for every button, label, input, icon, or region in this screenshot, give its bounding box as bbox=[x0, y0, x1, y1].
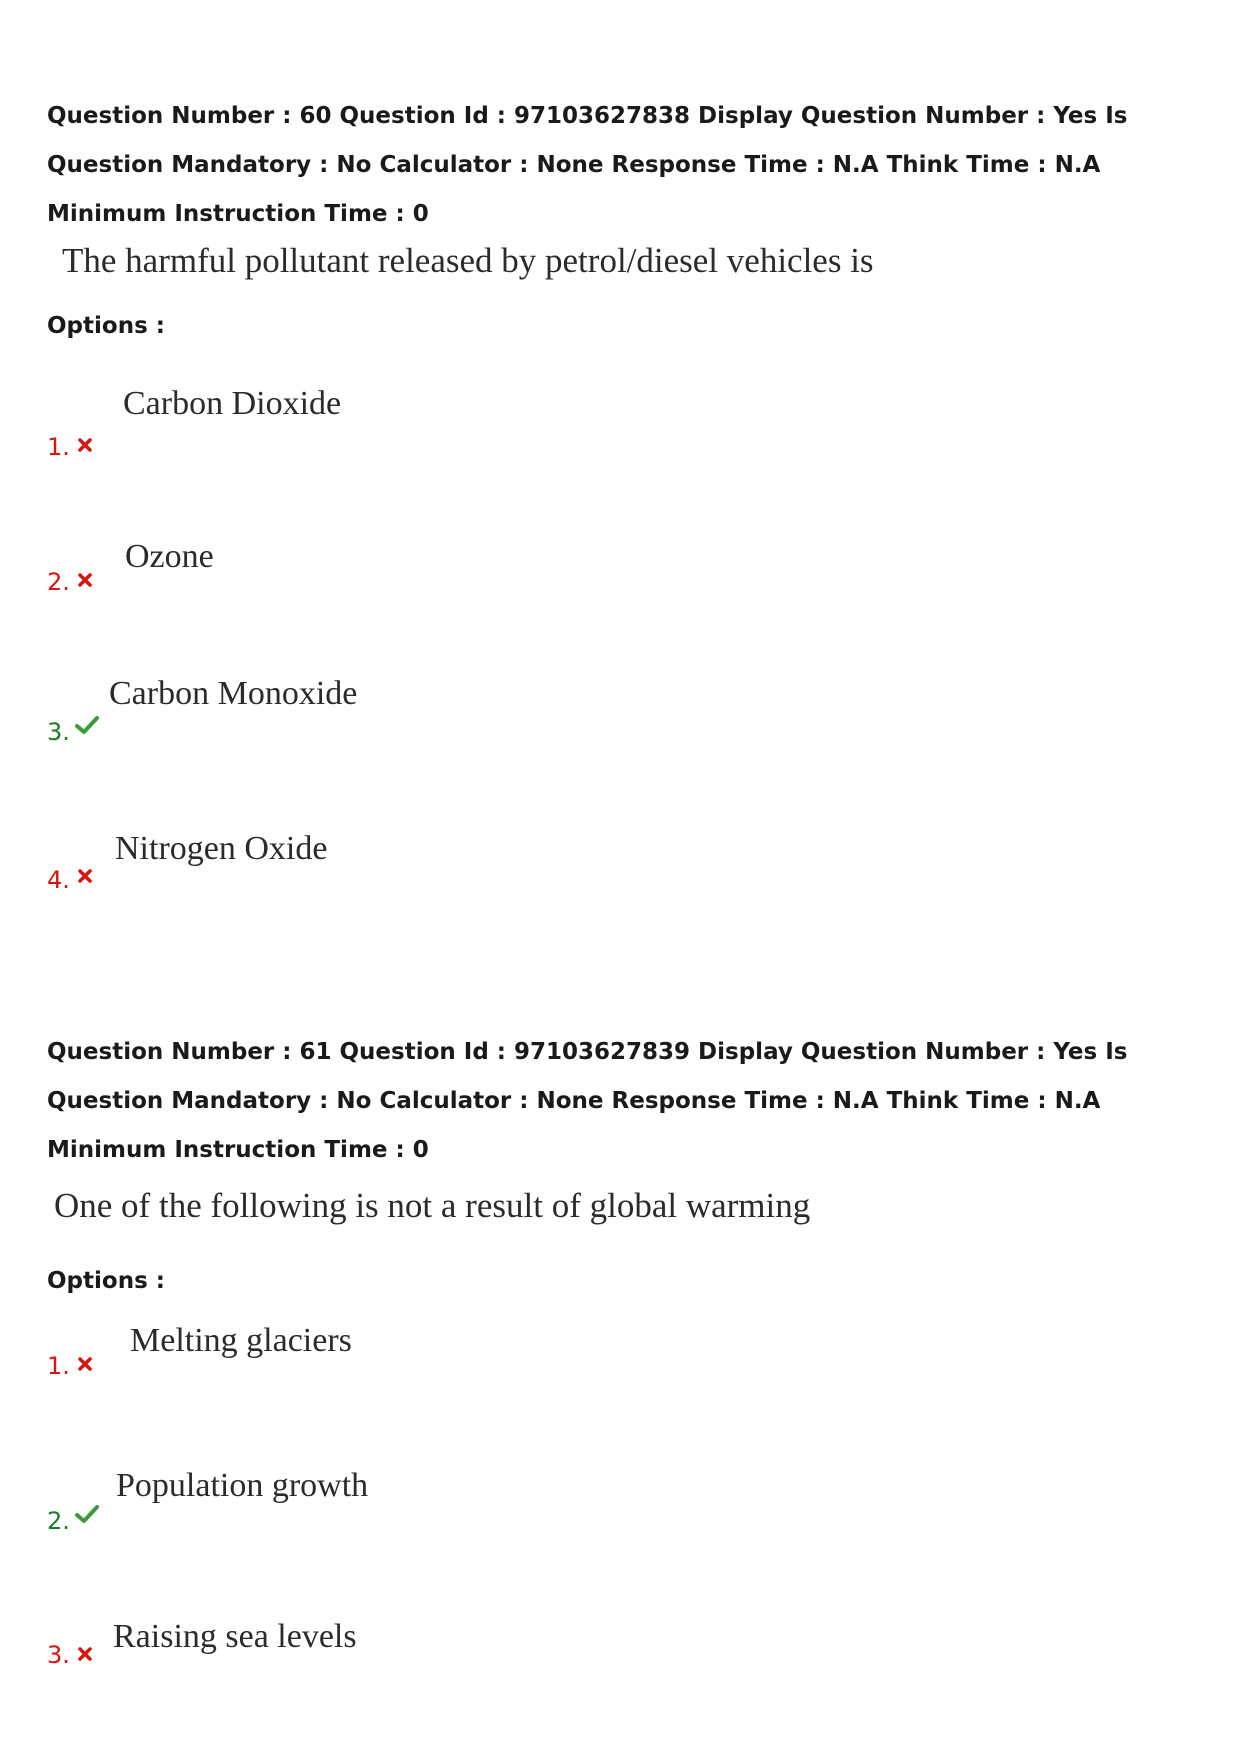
question-text: One of the following is not a result of global warming bbox=[54, 1186, 811, 1225]
option-item bbox=[0, 1618, 1240, 1698]
option-number: 1. bbox=[47, 1352, 70, 1380]
option-number: 2. bbox=[47, 568, 70, 596]
option-text: Nitrogen Oxide bbox=[115, 830, 328, 867]
option-number: 2. bbox=[47, 1507, 70, 1535]
cross-icon bbox=[77, 868, 93, 884]
question-meta: Question Number : 60 Question Id : 97103627838 Display Question Number : Yes Is Question Mandatory : No Calculator : None Response Time : N.A Think Time : N.A Minimum Instruction Time : 0 bbox=[47, 103, 1128, 227]
option-text: Carbon Monoxide bbox=[109, 675, 358, 712]
option-number: 3. bbox=[47, 718, 70, 746]
cross-icon bbox=[77, 437, 93, 453]
option-text: Raising sea levels bbox=[113, 1618, 357, 1655]
check-icon bbox=[75, 1504, 99, 1524]
option-number: 1. bbox=[47, 433, 70, 461]
option-text: Ozone bbox=[125, 538, 214, 575]
option-item bbox=[0, 385, 1240, 465]
option-item bbox=[0, 1467, 1240, 1547]
option-text: Carbon Dioxide bbox=[123, 385, 342, 422]
option-item bbox=[0, 538, 1240, 618]
option-item bbox=[0, 830, 1240, 910]
options-label: Options : bbox=[47, 313, 165, 339]
cross-icon bbox=[77, 1646, 93, 1662]
cross-icon bbox=[77, 1356, 93, 1372]
option-item bbox=[0, 1322, 1240, 1402]
question-meta: Question Number : 61 Question Id : 97103627839 Display Question Number : Yes Is Question Mandatory : No Calculator : None Response Time : N.A Think Time : N.A Minimum Instruction Time : 0 bbox=[47, 1039, 1128, 1163]
cross-icon bbox=[77, 572, 93, 588]
option-number: 3. bbox=[47, 1641, 70, 1669]
option-number: 4. bbox=[47, 866, 70, 894]
options-label: Options : bbox=[47, 1268, 165, 1294]
option-text: Melting glaciers bbox=[130, 1322, 352, 1359]
check-icon bbox=[75, 715, 99, 735]
question-text: The harmful pollutant released by petrol/diesel vehicles is bbox=[62, 241, 874, 280]
option-item bbox=[0, 675, 1240, 755]
option-text: Population growth bbox=[116, 1467, 369, 1504]
